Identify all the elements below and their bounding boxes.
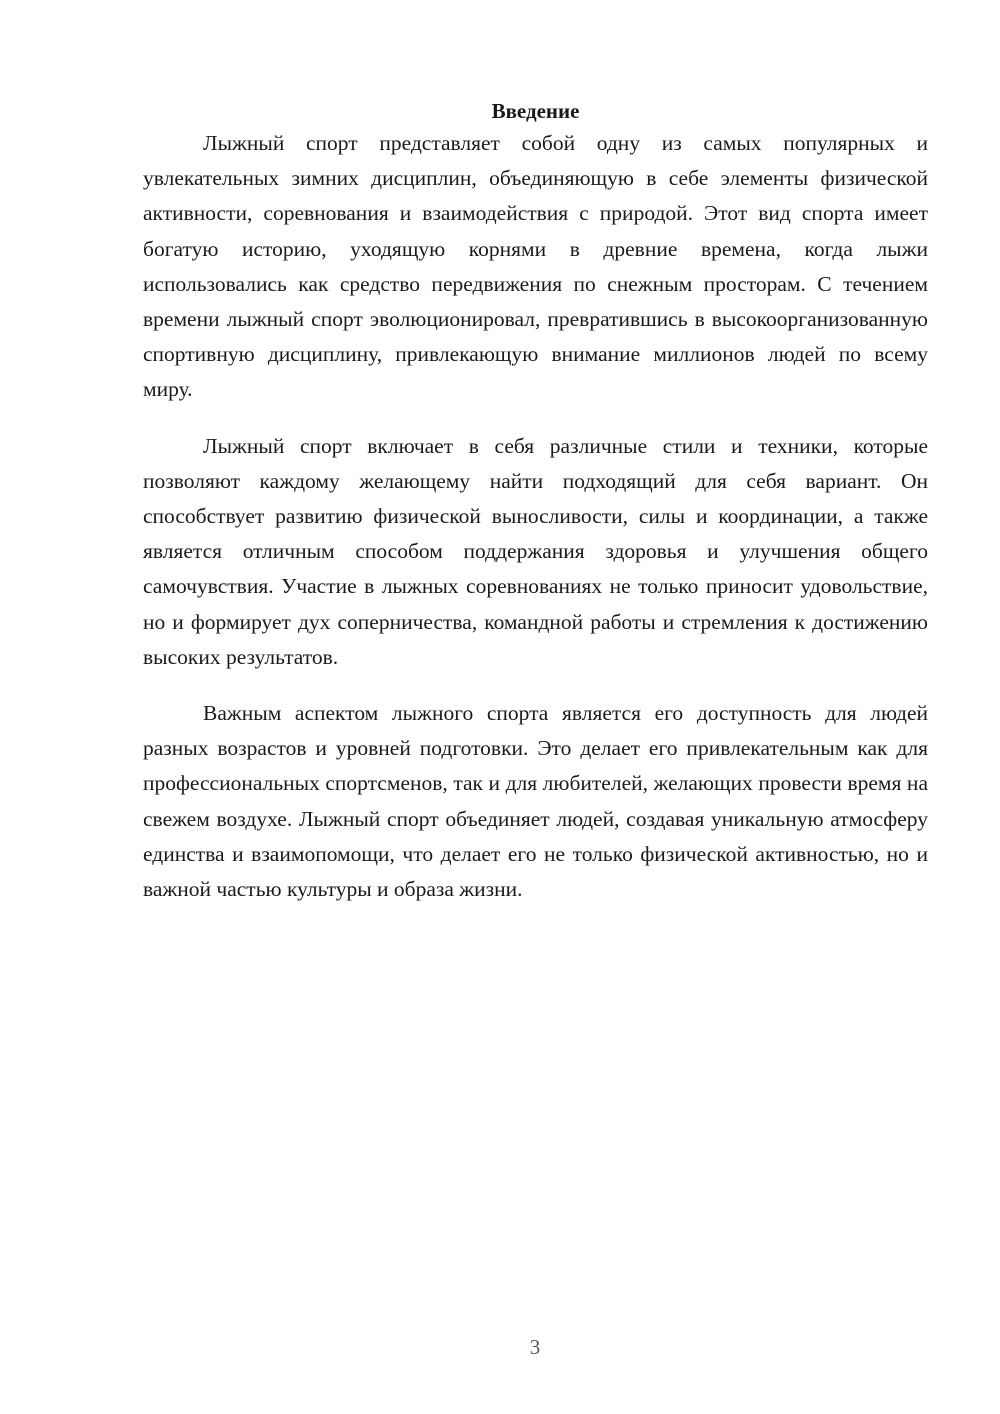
paragraph-1: Лыжный спорт представляет собой одну из самых популярных и увлекательных зимних дисциплин, объединяющую в себе элементы физической активности, соревнования и взаимодействия с природой. Этот вид спорта имеет богатую историю, уходящую корнями в древние времена, когда лыжи использовались как средство передвижения по снежным просторам. С течением времени лыжный спорт эволюционировал, превратившись в высокоорганизованную спортивную дисциплину, привлекающую внимание миллионов людей по всему миру.: [143, 131, 928, 402]
section-title: Введение: [491, 99, 580, 123]
paragraph-3: Важным аспектом лыжного спорта является его доступность для людей разных возрастов и уровней подготовки. Это делает его привлекательным как для профессиональных спортсменов, так и для любителей, желающих провести время на свежем воздухе. Лыжный спорт объединяет людей, создавая уникальную атмосферу единства и взаимопомощи, что делает его не только физической активностью, но и важной частью культуры и образа жизни.: [143, 701, 928, 902]
page-content: [143, 96, 928, 907]
paragraph-2: Лыжный спорт включает в себя различные стили и техники, которые позволяют каждому желающему найти подходящий для себя вариант. Он способствует развитию физической выносливости, силы и координации, а также является отличным способом поддержания здоровья и улучшения общего самочувствия. Участие в лыжных соревнованиях не только приносит удовольствие, но и формирует дух соперничества, командной работы и стремления к достижению высоких результатов.: [143, 433, 928, 669]
page-number: 3: [529, 1335, 541, 1359]
